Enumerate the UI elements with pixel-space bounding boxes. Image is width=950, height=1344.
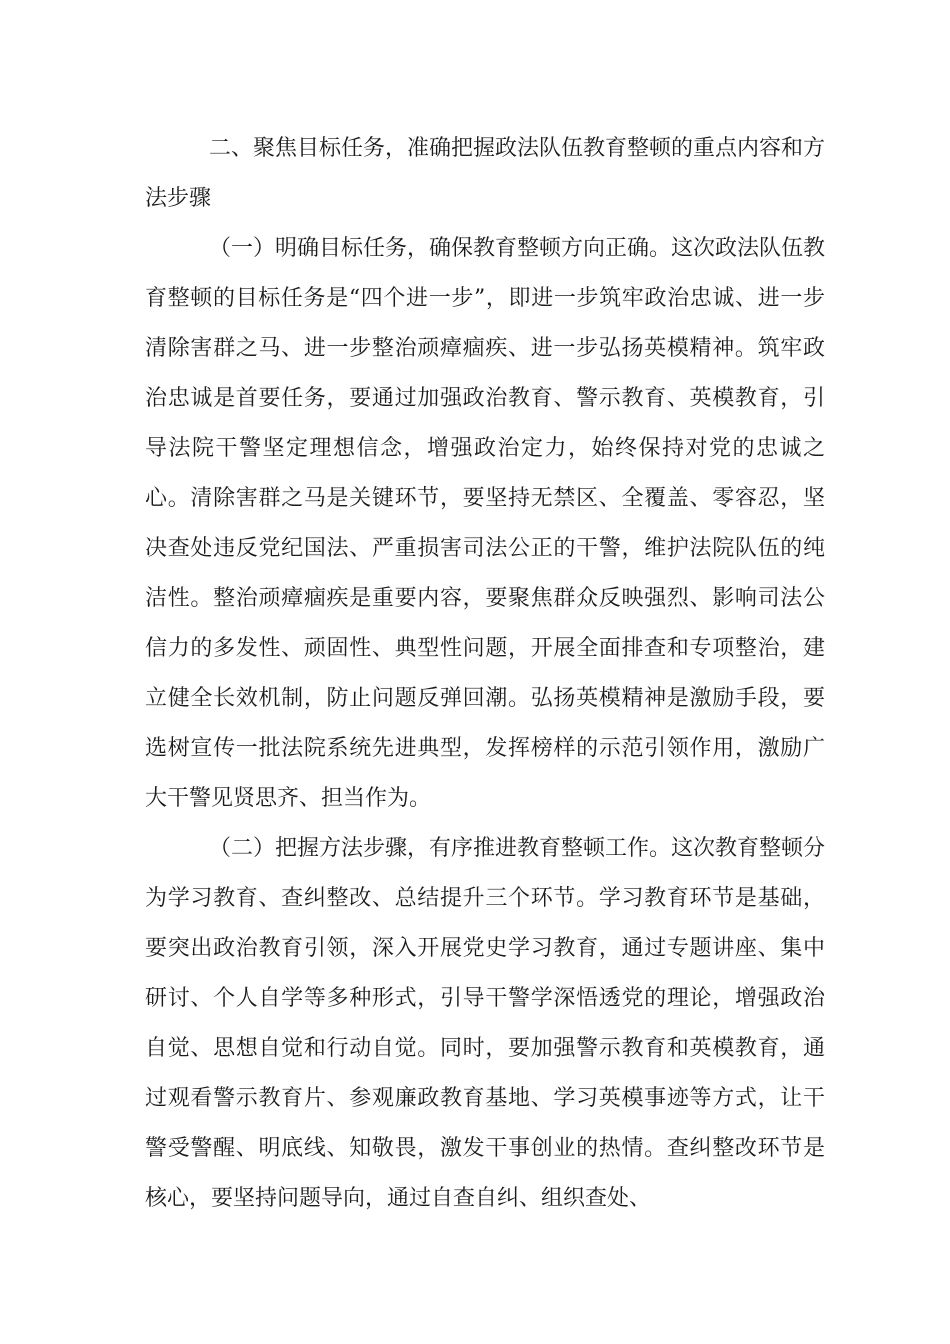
paragraph-1: （一）明确目标任务，确保教育整顿方向正确。这次政法队伍教育整顿的目标任务是“四个进一步”，即进一步筑牢政治忠诚、进一步清除害群之马、进一步整治顽瘴痼疾、进一步弘扬英模精神。筑牢政治忠诚是首要任务，要通过加强政治教育、警示教育、英模教育，引导法院干警坚定理想信念，增强政治定力，始终保持对党的忠诚之心。清除害群之马是关键环节，要坚持无禁区、全覆盖、零容忍，坚决查处违反党纪国法、严重损害司法公正的干警，维护法院队伍的纯洁性。整治顽瘴痼疾是重要内容，要聚焦群众反映强烈、影响司法公信力的多发性、顽固性、典型性问题，开展全面排查和专项整治，建立健全长效机制，防止问题反弹回潮。弘扬英模精神是激励手段，要选树宣传一批法院系统先进典型，发挥榜样的示范引领作用，激励广大干警见贤思齐、担当作为。 xyxy=(145,236,826,811)
paragraph-2: （二）把握方法步骤，有序推进教育整顿工作。这次教育整顿分为学习教育、查纠整改、总结提升三个环节。学习教育环节是基础，要突出政治教育引领，深入开展党史学习教育，通过专题讲座、集中研讨、个人自学等多种形式，引导干警学深悟透党的理论，增强政治自觉、思想自觉和行动自觉。同时，要加强警示教育和英模教育，通过观看警示教育片、参观廉政教育基地、学习英模事迹等方式，让干警受警醒、明底线、知敬畏，激发干事创业的热情。查纠整改环节是核心，要坚持问题导向，通过自查自纠、组织查处、 xyxy=(145,836,826,1211)
document-body xyxy=(145,124,825,1224)
section-heading: 二、聚焦目标任务，准确把握政法队伍教育整顿的重点内容和方法步骤 xyxy=(145,136,826,211)
